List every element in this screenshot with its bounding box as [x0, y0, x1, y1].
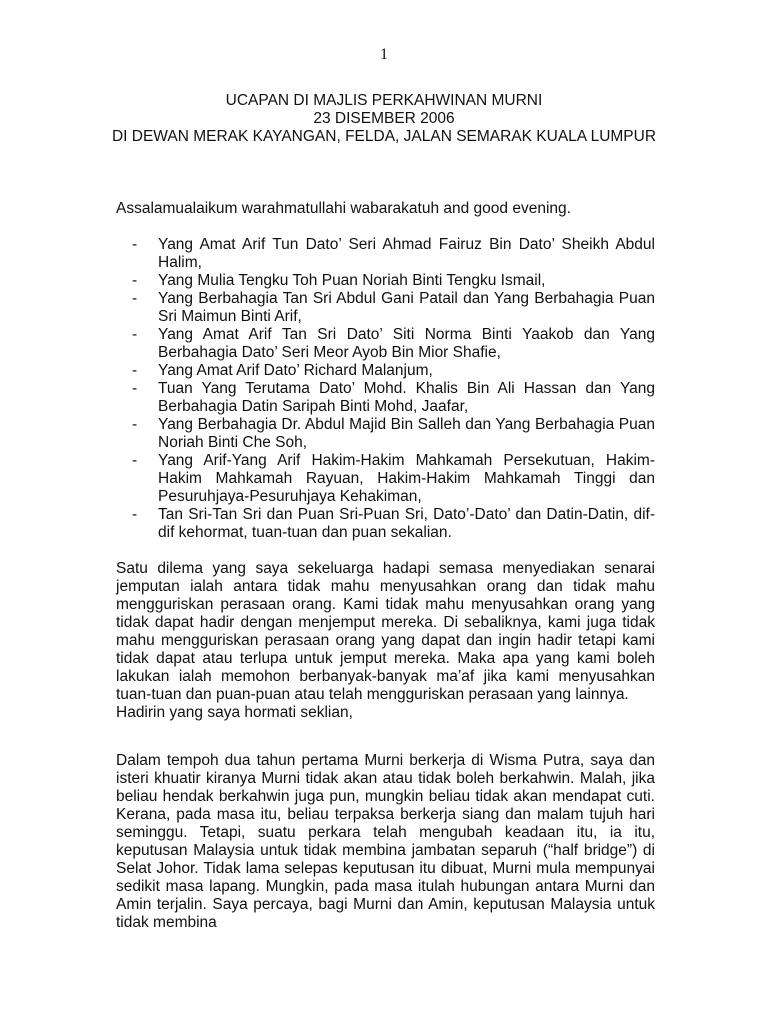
list-dash: -: [132, 506, 138, 523]
list-dash: -: [132, 416, 138, 433]
addressee-text: Yang Berbahagia Tan Sri Abdul Gani Patail dan Yang Berbahagia Puan Sri Maimun Binti Arif,: [158, 290, 655, 325]
addressee-text: Yang Arif-Yang Arif Hakim-Hakim Mahkamah Persekutuan, Hakim-Hakim Mahkamah Rayuan, Hakim-Hakim Mahkamah Tinggi dan Pesuruhjaya-Pesuruhjaya Kehakiman,: [158, 452, 655, 505]
paragraph-salutation: Hadirin yang saya hormati seklian,: [116, 704, 353, 721]
list-dash: -: [132, 272, 138, 289]
addressee-item: [116, 452, 655, 506]
list-dash: -: [132, 290, 138, 307]
addressee-item: [116, 380, 655, 416]
addressee-list: [116, 236, 655, 542]
addressee-text: Tan Sri-Tan Sri dan Puan Sri-Puan Sri, Dato’-Dato’ dan Datin-Datin, dif-dif kehormat, tuan-tuan dan puan sekalian.: [158, 506, 655, 541]
page-number: 1: [380, 46, 388, 63]
addressee-item: [116, 290, 655, 326]
list-dash: -: [132, 326, 138, 343]
addressee-item: [116, 326, 655, 362]
list-dash: -: [132, 362, 138, 379]
addressee-item: [116, 416, 655, 452]
title-line-2: 23 DISEMBER 2006: [313, 110, 455, 127]
paragraph-dilemma: Satu dilema yang saya sekeluarga hadapi semasa menyediakan senarai jemputan ialah antara tidak mahu menyusahkan orang dan tidak mahu mengguriskan perasaan orang. Kami tidak mahu menyusahkan orang yang tidak dapat hadir dengan menjemput mereka. Di sebaliknya, kami juga tidak mahu mengguriskan perasaan orang yang dapat dan ingin hadir tetapi kami tidak dapat atau terlupa untuk jemput mereka. Maka apa yang kami boleh lakukan ialah memohon berbanyak-banyak ma’af jika kami menyusahkan tuan-tuan dan puan-puan atau telah mengguriskan perasaan yang lainnya.: [116, 560, 655, 703]
addressee-text: Yang Berbahagia Dr. Abdul Majid Bin Salleh dan Yang Berbahagia Puan Noriah Binti Che Soh,: [158, 416, 655, 451]
addressee-item: [116, 362, 655, 380]
addressee-text: Tuan Yang Terutama Dato’ Mohd. Khalis Bin Ali Hassan dan Yang Berbahagia Datin Saripah Binti Mohd, Jaafar,: [158, 380, 655, 415]
title-line-1: UCAPAN DI MAJLIS PERKAHWINAN MURNI: [225, 92, 543, 109]
paragraph-murni: Dalam tempoh dua tahun pertama Murni berkerja di Wisma Putra, saya dan isteri khuatir kiranya Murni tidak akan atau tidak boleh berkahwin. Malah, jika beliau hendak berkahwin juga pun, mungkin beliau tidak akan mendapat cuti. Kerana, pada masa itu, beliau terpaksa berkerja siang dan malam tujuh hari seminggu. Tetapi, suatu perkara telah mengubah keadaan itu, ia itu, keputusan Malaysia untuk tidak membina jambatan separuh (“half bridge”) di Selat Johor. Tidak lama selepas keputusan itu dibuat, Murni mula mempunyai sedikit masa lapang. Mungkin, pada masa itulah hubungan antara Murni dan Amin terjalin. Saya percaya, bagi Murni dan Amin, keputusan Malaysia untuk tidak membina: [116, 752, 655, 931]
addressee-item: [116, 272, 655, 290]
addressee-text: Yang Mulia Tengku Toh Puan Noriah Binti Tengku Ismail,: [158, 272, 546, 289]
addressee-text: Yang Amat Arif Tun Dato’ Seri Ahmad Fairuz Bin Dato’ Sheikh Abdul Halim,: [158, 236, 655, 271]
addressee-item: [116, 506, 655, 542]
list-dash: -: [132, 380, 138, 397]
title-line-3: DI DEWAN MERAK KAYANGAN, FELDA, JALAN SEMARAK KUALA LUMPUR: [111, 128, 657, 145]
addressee-text: Yang Amat Arif Dato’ Richard Malanjum,: [158, 362, 433, 379]
list-dash: -: [132, 236, 138, 253]
greeting: Assalamualaikum warahmatullahi wabarakatuh and good evening.: [116, 200, 571, 217]
list-dash: -: [132, 452, 138, 469]
addressee-text: Yang Amat Arif Tan Sri Dato’ Siti Norma Binti Yaakob dan Yang Berbahagia Dato’ Seri Meor Ayob Bin Mior Shafie,: [158, 326, 655, 361]
speech-title: [0, 92, 768, 146]
addressee-item: [116, 236, 655, 272]
